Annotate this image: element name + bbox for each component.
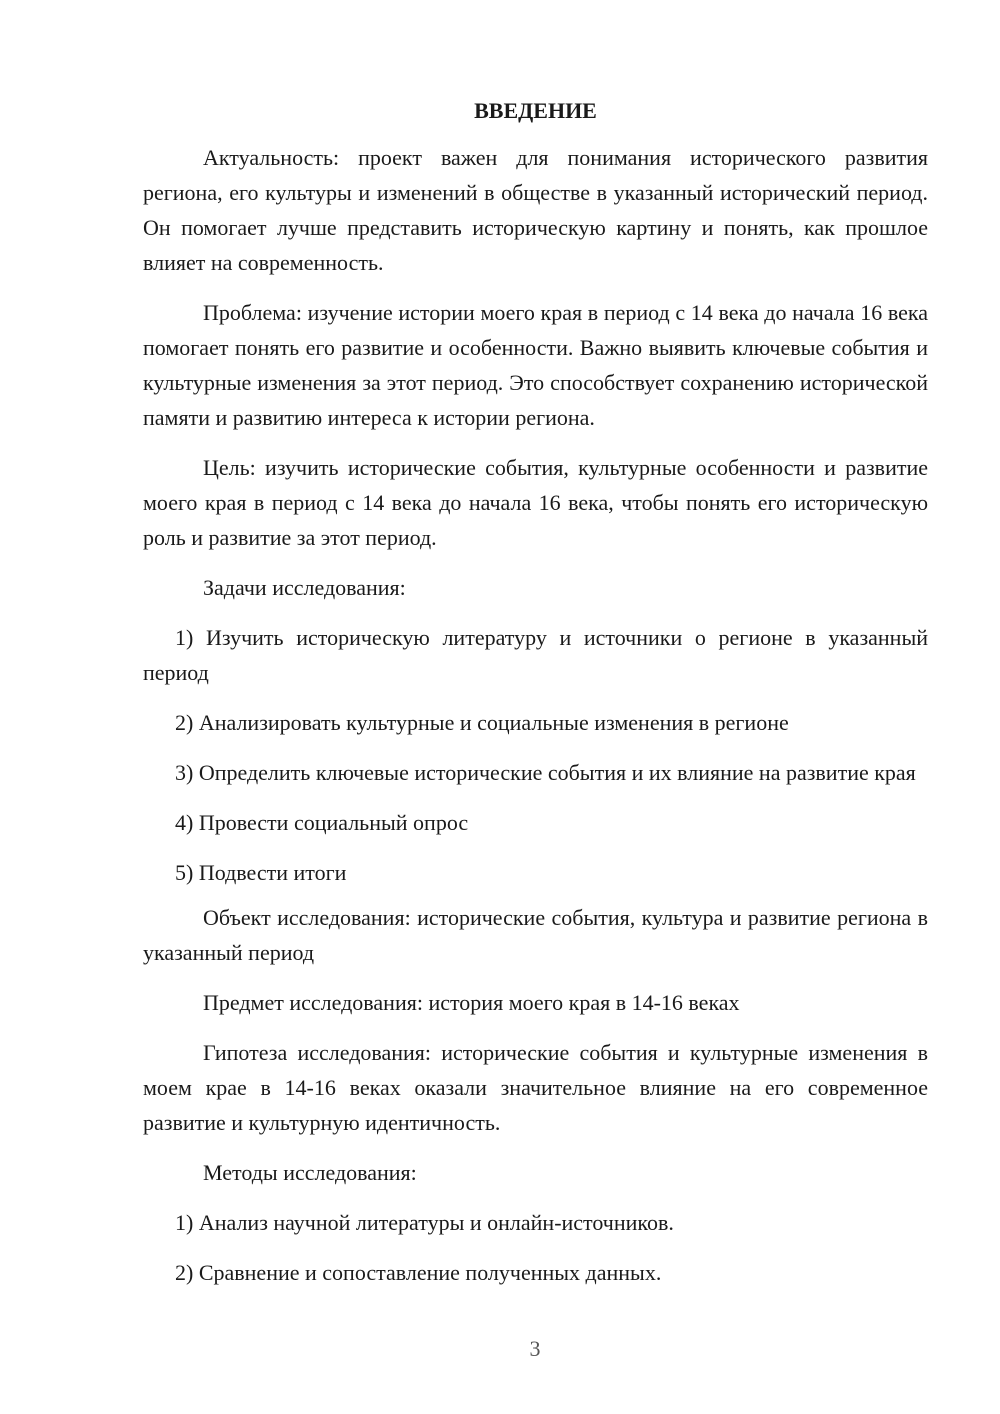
page-title: ВВЕДЕНИЕ xyxy=(474,98,597,123)
paragraph-object: Объект исследования: исторические события, культура и развитие региона в указанный период xyxy=(143,905,928,965)
tasks-list xyxy=(143,620,928,890)
tasks-heading: Задачи исследования: xyxy=(203,575,406,600)
list-item-task-3: 3) Определить ключевые исторические события и их влияние на развитие края xyxy=(175,760,916,785)
paragraph-problem: Проблема: изучение истории моего края в период с 14 века до начала 16 века помогает понять его развитие и особенности. Важно выявить ключевые события и культурные изменения за этот период. Это способствует сохранению исторической памяти и развитию интереса к истории региона. xyxy=(143,300,928,430)
list-item-method-2: 2) Сравнение и сопоставление полученных данных. xyxy=(175,1260,662,1285)
list-item-method-1: 1) Анализ научной литературы и онлайн-источников. xyxy=(175,1210,674,1235)
methods-heading: Методы исследования: xyxy=(203,1160,417,1185)
paragraph-subject: Предмет исследования: история моего края в 14-16 веках xyxy=(203,990,740,1015)
document-body xyxy=(143,140,928,1305)
list-item-task-4: 4) Провести социальный опрос xyxy=(175,810,469,835)
list-item-task-5: 5) Подвести итоги xyxy=(175,860,347,885)
paragraph-hypothesis: Гипотеза исследования: исторические события и культурные изменения в моем крае в 14-16 веках оказали значительное влияние на его современное развитие и культурную идентичность. xyxy=(143,1040,928,1135)
list-item-task-1: 1) Изучить историческую литературу и источники о регионе в указанный период xyxy=(143,625,928,685)
paragraph-goal: Цель: изучить исторические события, культурные особенности и развитие моего края в период с 14 века до начала 16 века, чтобы понять его историческую роль и развитие за этот период. xyxy=(143,455,928,550)
page-number: 3 xyxy=(529,1336,541,1361)
methods-list xyxy=(143,1205,928,1290)
list-item-task-2: 2) Анализировать культурные и социальные изменения в регионе xyxy=(175,710,789,735)
paragraph-relevance: Актуальность: проект важен для понимания исторического развития региона, его культуры и изменений в обществе в указанный исторический период. Он помогает лучше представить историческую картину и понять, как прошлое влияет на современность. xyxy=(143,145,928,275)
